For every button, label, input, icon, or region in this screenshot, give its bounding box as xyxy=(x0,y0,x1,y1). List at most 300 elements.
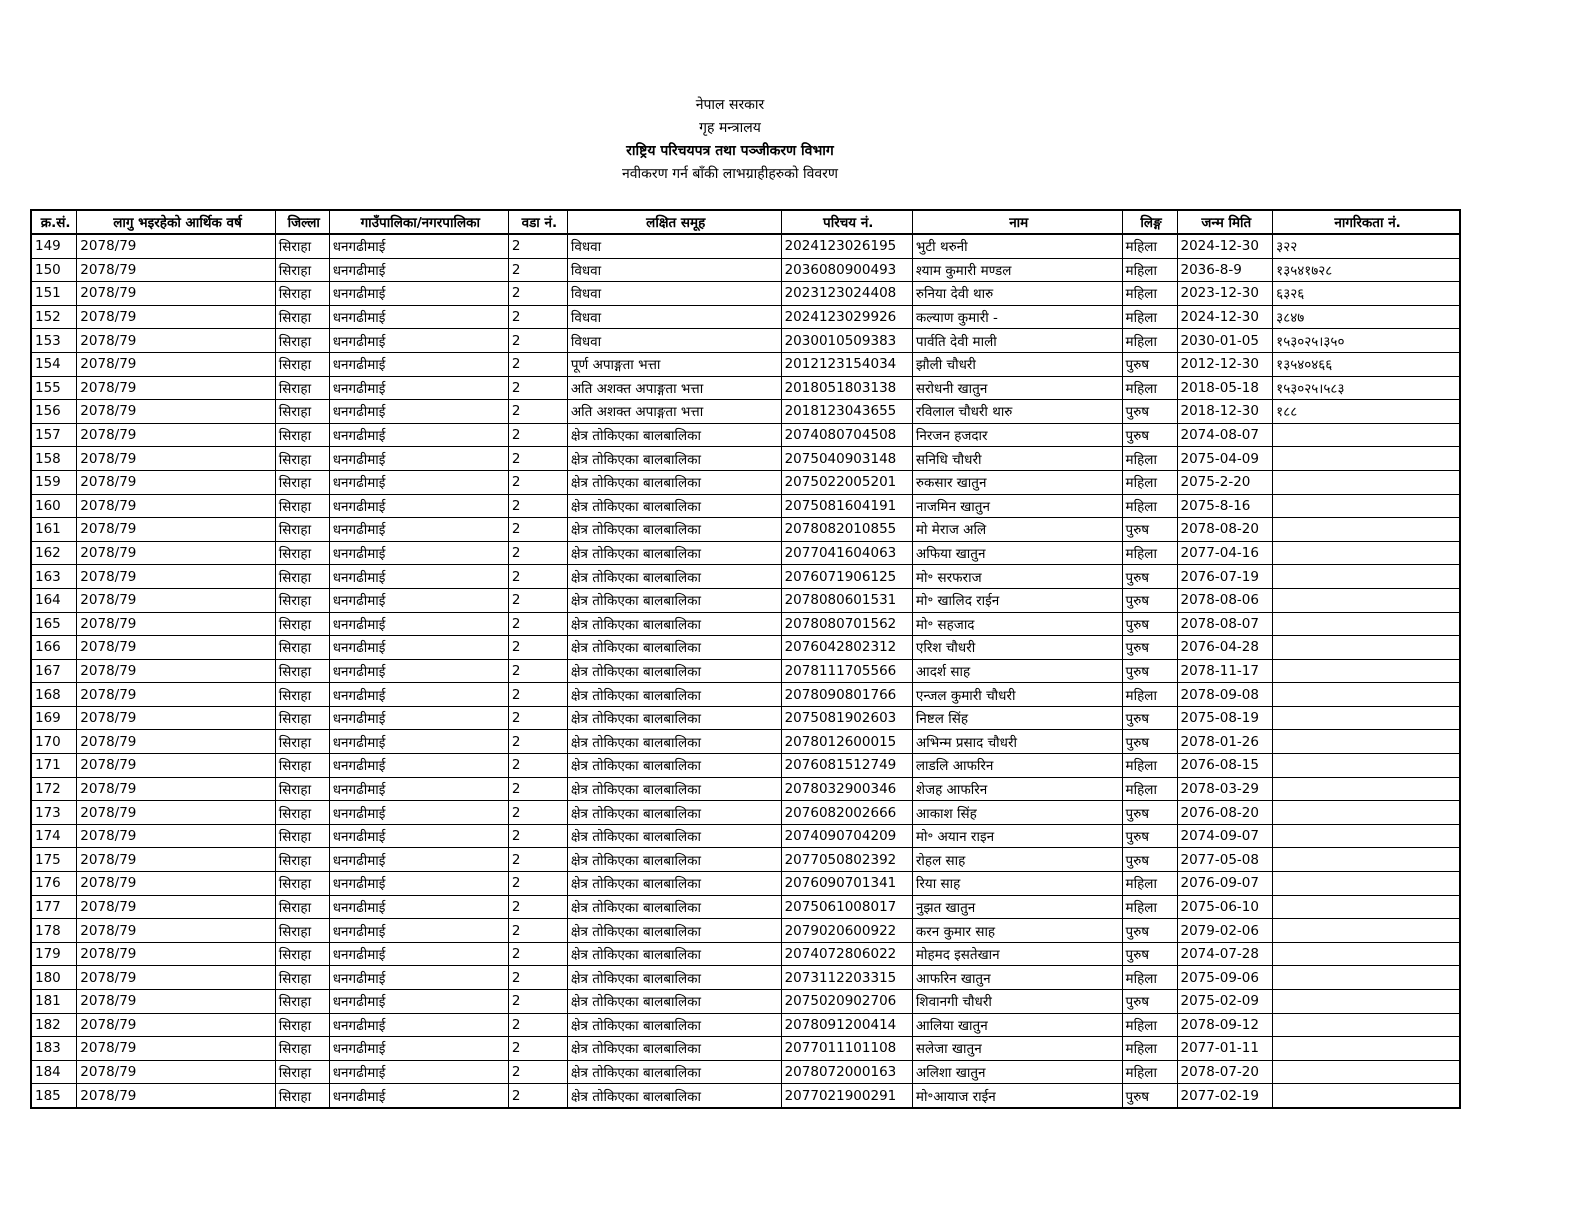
cell-birth-date: 2076-04-28 xyxy=(1177,636,1273,660)
cell-district: सिराहा xyxy=(275,352,329,376)
cell-serial-number: 166 xyxy=(31,636,77,660)
cell-name: सलेजा खातुन xyxy=(912,1037,1122,1061)
cell-ward-number: 2 xyxy=(508,966,567,990)
header-report-title: नवीकरण गर्न बाँकी लाभग्राहीहरुको विवरण xyxy=(622,166,838,182)
cell-birth-date: 2077-04-16 xyxy=(1177,541,1273,565)
cell-citizenship-number xyxy=(1273,541,1460,565)
cell-identity-number: 2036080900493 xyxy=(781,258,912,282)
cell-name: कल्याण कुमारी - xyxy=(912,305,1122,329)
cell-municipality: धनगढीमाई xyxy=(329,966,508,990)
cell-ward-number: 2 xyxy=(508,942,567,966)
cell-ward-number: 2 xyxy=(508,777,567,801)
cell-ward-number: 2 xyxy=(508,1037,567,1061)
cell-gender: पुरुष xyxy=(1122,942,1177,966)
cell-fiscal-year: 2078/79 xyxy=(77,872,275,896)
cell-citizenship-number: १३५४०४६६ xyxy=(1273,352,1460,376)
cell-fiscal-year: 2078/79 xyxy=(77,683,275,707)
cell-municipality: धनगढीमाई xyxy=(329,494,508,518)
cell-identity-number: 2077041604063 xyxy=(781,541,912,565)
cell-municipality: धनगढीमाई xyxy=(329,470,508,494)
table-row xyxy=(31,659,1460,683)
cell-target-group: क्षेत्र तोकिएका बालबालिका xyxy=(567,470,781,494)
table-row xyxy=(31,234,1460,258)
cell-municipality: धनगढीमाई xyxy=(329,754,508,778)
cell-birth-date: 2077-01-11 xyxy=(1177,1037,1273,1061)
cell-gender: पुरुष xyxy=(1122,706,1177,730)
cell-district: सिराहा xyxy=(275,234,329,258)
cell-serial-number: 182 xyxy=(31,1013,77,1037)
cell-municipality: धनगढीमाई xyxy=(329,423,508,447)
cell-fiscal-year: 2078/79 xyxy=(77,376,275,400)
cell-serial-number: 183 xyxy=(31,1037,77,1061)
cell-municipality: धनगढीमाई xyxy=(329,636,508,660)
cell-ward-number: 2 xyxy=(508,447,567,471)
cell-target-group: क्षेत्र तोकिएका बालबालिका xyxy=(567,966,781,990)
cell-district: सिराहा xyxy=(275,518,329,542)
cell-gender: महिला xyxy=(1122,895,1177,919)
cell-municipality: धनगढीमाई xyxy=(329,258,508,282)
cell-citizenship-number: ६३२६ xyxy=(1273,282,1460,306)
cell-fiscal-year: 2078/79 xyxy=(77,588,275,612)
cell-serial-number: 184 xyxy=(31,1060,77,1084)
cell-serial-number: 153 xyxy=(31,329,77,353)
table-row xyxy=(31,352,1460,376)
cell-identity-number: 2073112203315 xyxy=(781,966,912,990)
table-row xyxy=(31,706,1460,730)
cell-citizenship-number xyxy=(1273,942,1460,966)
cell-citizenship-number xyxy=(1273,966,1460,990)
cell-serial-number: 167 xyxy=(31,659,77,683)
cell-citizenship-number xyxy=(1273,565,1460,589)
cell-identity-number: 2075040903148 xyxy=(781,447,912,471)
table-row xyxy=(31,400,1460,424)
cell-ward-number: 2 xyxy=(508,588,567,612)
table-row xyxy=(31,636,1460,660)
cell-serial-number: 155 xyxy=(31,376,77,400)
cell-name: आलिया खातुन xyxy=(912,1013,1122,1037)
cell-target-group: क्षेत्र तोकिएका बालबालिका xyxy=(567,990,781,1014)
cell-municipality: धनगढीमाई xyxy=(329,872,508,896)
table-row xyxy=(31,683,1460,707)
table-row xyxy=(31,1013,1460,1037)
column-header-citizenship-number: नागरिकता नं. xyxy=(1273,210,1460,234)
cell-district: सिराहा xyxy=(275,447,329,471)
cell-fiscal-year: 2078/79 xyxy=(77,706,275,730)
cell-identity-number: 2077011101108 xyxy=(781,1037,912,1061)
cell-gender: महिला xyxy=(1122,258,1177,282)
cell-gender: महिला xyxy=(1122,470,1177,494)
cell-district: सिराहा xyxy=(275,588,329,612)
table-row xyxy=(31,990,1460,1014)
cell-gender: पुरुष xyxy=(1122,1084,1177,1108)
cell-birth-date: 2075-09-06 xyxy=(1177,966,1273,990)
cell-serial-number: 170 xyxy=(31,730,77,754)
cell-fiscal-year: 2078/79 xyxy=(77,541,275,565)
cell-name: पार्वति देवी माली xyxy=(912,329,1122,353)
cell-citizenship-number xyxy=(1273,801,1460,825)
cell-ward-number: 2 xyxy=(508,683,567,707)
cell-target-group: पूर्ण अपाङ्गता भत्ता xyxy=(567,352,781,376)
table-row xyxy=(31,376,1460,400)
cell-gender: पुरुष xyxy=(1122,400,1177,424)
cell-serial-number: 149 xyxy=(31,234,77,258)
cell-identity-number: 2075022005201 xyxy=(781,470,912,494)
cell-name: अभिन्म प्रसाद चौधरी xyxy=(912,730,1122,754)
cell-district: सिराहा xyxy=(275,895,329,919)
cell-ward-number: 2 xyxy=(508,919,567,943)
cell-municipality: धनगढीमाई xyxy=(329,1084,508,1108)
cell-name: नाजमिन खातुन xyxy=(912,494,1122,518)
cell-name: रिया साह xyxy=(912,872,1122,896)
cell-target-group: क्षेत्र तोकिएका बालबालिका xyxy=(567,612,781,636)
cell-birth-date: 2076-09-07 xyxy=(1177,872,1273,896)
cell-gender: पुरुष xyxy=(1122,824,1177,848)
table-row xyxy=(31,470,1460,494)
cell-birth-date: 2077-05-08 xyxy=(1177,848,1273,872)
cell-target-group: क्षेत्र तोकिएका बालबालिका xyxy=(567,1037,781,1061)
cell-identity-number: 2075020902706 xyxy=(781,990,912,1014)
cell-target-group: क्षेत्र तोकिएका बालबालिका xyxy=(567,1013,781,1037)
cell-fiscal-year: 2078/79 xyxy=(77,636,275,660)
cell-identity-number: 2078091200414 xyxy=(781,1013,912,1037)
cell-birth-date: 2075-04-09 xyxy=(1177,447,1273,471)
cell-gender: पुरुष xyxy=(1122,565,1177,589)
cell-identity-number: 2076090701341 xyxy=(781,872,912,896)
cell-citizenship-number: १५३०२५।५८३ xyxy=(1273,376,1460,400)
cell-municipality: धनगढीमाई xyxy=(329,990,508,1014)
cell-name: मोहमद इसतेखान xyxy=(912,942,1122,966)
cell-target-group: क्षेत्र तोकिएका बालबालिका xyxy=(567,754,781,778)
cell-gender: महिला xyxy=(1122,754,1177,778)
cell-birth-date: 2076-08-20 xyxy=(1177,801,1273,825)
cell-serial-number: 165 xyxy=(31,612,77,636)
cell-birth-date: 2076-07-19 xyxy=(1177,565,1273,589)
cell-district: सिराहा xyxy=(275,801,329,825)
cell-municipality: धनगढीमाई xyxy=(329,919,508,943)
cell-identity-number: 2078072000163 xyxy=(781,1060,912,1084)
cell-district: सिराहा xyxy=(275,730,329,754)
cell-target-group: क्षेत्र तोकिएका बालबालिका xyxy=(567,518,781,542)
cell-fiscal-year: 2078/79 xyxy=(77,234,275,258)
cell-ward-number: 2 xyxy=(508,541,567,565)
cell-fiscal-year: 2078/79 xyxy=(77,447,275,471)
cell-fiscal-year: 2078/79 xyxy=(77,352,275,376)
cell-fiscal-year: 2078/79 xyxy=(77,659,275,683)
cell-identity-number: 2078032900346 xyxy=(781,777,912,801)
cell-name: मो॰आयाज राईन xyxy=(912,1084,1122,1108)
cell-ward-number: 2 xyxy=(508,329,567,353)
cell-municipality: धनगढीमाई xyxy=(329,659,508,683)
cell-name: सरोधनी खातुन xyxy=(912,376,1122,400)
cell-citizenship-number xyxy=(1273,423,1460,447)
cell-fiscal-year: 2078/79 xyxy=(77,1037,275,1061)
cell-fiscal-year: 2078/79 xyxy=(77,777,275,801)
cell-district: सिराहा xyxy=(275,872,329,896)
cell-identity-number: 2012123154034 xyxy=(781,352,912,376)
cell-birth-date: 2024-12-30 xyxy=(1177,234,1273,258)
cell-target-group: अति अशक्त अपाङ्गता भत्ता xyxy=(567,376,781,400)
cell-serial-number: 160 xyxy=(31,494,77,518)
cell-birth-date: 2077-02-19 xyxy=(1177,1084,1273,1108)
table-row xyxy=(31,518,1460,542)
cell-name: रोहल साह xyxy=(912,848,1122,872)
cell-district: सिराहा xyxy=(275,1060,329,1084)
cell-identity-number: 2078111705566 xyxy=(781,659,912,683)
cell-name: मो मेराज अलि xyxy=(912,518,1122,542)
cell-district: सिराहा xyxy=(275,919,329,943)
cell-identity-number: 2075081902603 xyxy=(781,706,912,730)
cell-birth-date: 2018-12-30 xyxy=(1177,400,1273,424)
cell-serial-number: 157 xyxy=(31,423,77,447)
table-row xyxy=(31,1060,1460,1084)
cell-name: सनिधि चौधरी xyxy=(912,447,1122,471)
cell-identity-number: 2074072806022 xyxy=(781,942,912,966)
column-header-identity-number: परिचय नं. xyxy=(781,210,912,234)
table-row xyxy=(31,588,1460,612)
cell-district: सिराहा xyxy=(275,258,329,282)
cell-municipality: धनगढीमाई xyxy=(329,1060,508,1084)
cell-fiscal-year: 2078/79 xyxy=(77,754,275,778)
table-row xyxy=(31,541,1460,565)
column-header-district: जिल्ला xyxy=(275,210,329,234)
cell-target-group: क्षेत्र तोकिएका बालबालिका xyxy=(567,659,781,683)
cell-name: भुटी थरुनी xyxy=(912,234,1122,258)
table-row xyxy=(31,801,1460,825)
cell-birth-date: 2076-08-15 xyxy=(1177,754,1273,778)
cell-municipality: धनगढीमाई xyxy=(329,801,508,825)
cell-target-group: क्षेत्र तोकिएका बालबालिका xyxy=(567,730,781,754)
cell-name: रुकसार खातुन xyxy=(912,470,1122,494)
header-ministry: गृह मन्त्रालय xyxy=(699,120,761,136)
cell-identity-number: 2076071906125 xyxy=(781,565,912,589)
cell-ward-number: 2 xyxy=(508,518,567,542)
column-header-ward-number: वडा नं. xyxy=(508,210,567,234)
cell-identity-number: 2030010509383 xyxy=(781,329,912,353)
cell-name: रविलाल चाैधरी थारु xyxy=(912,400,1122,424)
cell-name: आफरिन खातुन xyxy=(912,966,1122,990)
cell-citizenship-number: ३२२ xyxy=(1273,234,1460,258)
cell-citizenship-number xyxy=(1273,1084,1460,1108)
cell-serial-number: 176 xyxy=(31,872,77,896)
cell-gender: पुरुष xyxy=(1122,588,1177,612)
cell-target-group: क्षेत्र तोकिएका बालबालिका xyxy=(567,494,781,518)
cell-municipality: धनगढीमाई xyxy=(329,305,508,329)
cell-municipality: धनगढीमाई xyxy=(329,1037,508,1061)
table-row xyxy=(31,447,1460,471)
table-row xyxy=(31,848,1460,872)
cell-citizenship-number xyxy=(1273,777,1460,801)
cell-district: सिराहा xyxy=(275,754,329,778)
cell-citizenship-number: १३५४१७२८ xyxy=(1273,258,1460,282)
table-row xyxy=(31,872,1460,896)
cell-identity-number: 2075061008017 xyxy=(781,895,912,919)
cell-gender: महिला xyxy=(1122,1037,1177,1061)
cell-serial-number: 181 xyxy=(31,990,77,1014)
cell-fiscal-year: 2078/79 xyxy=(77,848,275,872)
cell-gender: पुरुष xyxy=(1122,423,1177,447)
cell-identity-number: 2078082010855 xyxy=(781,518,912,542)
cell-gender: पुरुष xyxy=(1122,612,1177,636)
cell-ward-number: 2 xyxy=(508,824,567,848)
cell-target-group: क्षेत्र तोकिएका बालबालिका xyxy=(567,565,781,589)
cell-serial-number: 173 xyxy=(31,801,77,825)
cell-identity-number: 2074080704508 xyxy=(781,423,912,447)
cell-fiscal-year: 2078/79 xyxy=(77,518,275,542)
cell-gender: महिला xyxy=(1122,1060,1177,1084)
column-header-birth-date: जन्म मिति xyxy=(1177,210,1273,234)
column-header-serial-number: क्र.सं. xyxy=(31,210,77,234)
cell-district: सिराहा xyxy=(275,329,329,353)
cell-birth-date: 2075-02-09 xyxy=(1177,990,1273,1014)
cell-gender: पुरुष xyxy=(1122,518,1177,542)
cell-target-group: विधवा xyxy=(567,282,781,306)
table-row xyxy=(31,565,1460,589)
cell-district: सिराहा xyxy=(275,494,329,518)
cell-target-group: क्षेत्र तोकिएका बालबालिका xyxy=(567,1060,781,1084)
cell-municipality: धनगढीमाई xyxy=(329,895,508,919)
cell-serial-number: 152 xyxy=(31,305,77,329)
cell-district: सिराहा xyxy=(275,400,329,424)
cell-municipality: धनगढीमाई xyxy=(329,824,508,848)
cell-gender: महिला xyxy=(1122,777,1177,801)
cell-target-group: क्षेत्र तोकिएका बालबालिका xyxy=(567,447,781,471)
column-header-name: नाम xyxy=(912,210,1122,234)
cell-birth-date: 2078-08-07 xyxy=(1177,612,1273,636)
column-header-fiscal-year: लागु भइरहेको आर्थिक वर्ष xyxy=(77,210,275,234)
cell-birth-date: 2023-12-30 xyxy=(1177,282,1273,306)
cell-ward-number: 2 xyxy=(508,494,567,518)
cell-fiscal-year: 2078/79 xyxy=(77,1084,275,1108)
cell-gender: पुरुष xyxy=(1122,659,1177,683)
cell-identity-number: 2079020600922 xyxy=(781,919,912,943)
cell-municipality: धनगढीमाई xyxy=(329,565,508,589)
cell-district: सिराहा xyxy=(275,848,329,872)
table-row xyxy=(31,777,1460,801)
column-header-municipality: गाउँपालिका/नगरपालिका xyxy=(329,210,508,234)
cell-identity-number: 2078090801766 xyxy=(781,683,912,707)
cell-name: निरजन हजदार xyxy=(912,423,1122,447)
cell-target-group: क्षेत्र तोकिएका बालबालिका xyxy=(567,895,781,919)
cell-fiscal-year: 2078/79 xyxy=(77,1060,275,1084)
cell-name: एन्जल कुमारी चौधरी xyxy=(912,683,1122,707)
cell-district: सिराहा xyxy=(275,966,329,990)
cell-name: निष्टल सिंह xyxy=(912,706,1122,730)
cell-target-group: अति अशक्त अपाङ्गता भत्ता xyxy=(567,400,781,424)
cell-identity-number: 2078080601531 xyxy=(781,588,912,612)
table-row xyxy=(31,824,1460,848)
cell-target-group: विधवा xyxy=(567,305,781,329)
cell-municipality: धनगढीमाई xyxy=(329,352,508,376)
cell-target-group: क्षेत्र तोकिएका बालबालिका xyxy=(567,1084,781,1108)
cell-citizenship-number xyxy=(1273,895,1460,919)
cell-target-group: क्षेत्र तोकिएका बालबालिका xyxy=(567,683,781,707)
cell-name: झौली चौधरी xyxy=(912,352,1122,376)
table-row xyxy=(31,754,1460,778)
table-row xyxy=(31,423,1460,447)
cell-citizenship-number xyxy=(1273,1013,1460,1037)
cell-citizenship-number xyxy=(1273,1060,1460,1084)
cell-gender: महिला xyxy=(1122,1013,1177,1037)
table-row xyxy=(31,305,1460,329)
cell-district: सिराहा xyxy=(275,824,329,848)
cell-citizenship-number xyxy=(1273,659,1460,683)
cell-municipality: धनगढीमाई xyxy=(329,329,508,353)
cell-citizenship-number xyxy=(1273,824,1460,848)
cell-birth-date: 2078-01-26 xyxy=(1177,730,1273,754)
cell-serial-number: 175 xyxy=(31,848,77,872)
cell-ward-number: 2 xyxy=(508,872,567,896)
table-row xyxy=(31,730,1460,754)
cell-district: सिराहा xyxy=(275,683,329,707)
cell-serial-number: 158 xyxy=(31,447,77,471)
cell-district: सिराहा xyxy=(275,305,329,329)
table-row xyxy=(31,895,1460,919)
cell-serial-number: 159 xyxy=(31,470,77,494)
cell-district: सिराहा xyxy=(275,470,329,494)
cell-municipality: धनगढीमाई xyxy=(329,541,508,565)
cell-target-group: विधवा xyxy=(567,258,781,282)
table-row xyxy=(31,494,1460,518)
cell-identity-number: 2024123029926 xyxy=(781,305,912,329)
cell-birth-date: 2024-12-30 xyxy=(1177,305,1273,329)
cell-municipality: धनगढीमाई xyxy=(329,730,508,754)
cell-target-group: क्षेत्र तोकिएका बालबालिका xyxy=(567,706,781,730)
cell-birth-date: 2078-09-12 xyxy=(1177,1013,1273,1037)
cell-serial-number: 178 xyxy=(31,919,77,943)
cell-district: सिराहा xyxy=(275,777,329,801)
table-body xyxy=(31,234,1460,1108)
cell-name: मो॰ सहजाद xyxy=(912,612,1122,636)
cell-citizenship-number xyxy=(1273,848,1460,872)
cell-identity-number: 2076081512749 xyxy=(781,754,912,778)
cell-birth-date: 2012-12-30 xyxy=(1177,352,1273,376)
cell-ward-number: 2 xyxy=(508,636,567,660)
cell-gender: महिला xyxy=(1122,234,1177,258)
cell-serial-number: 180 xyxy=(31,966,77,990)
cell-serial-number: 185 xyxy=(31,1084,77,1108)
cell-serial-number: 179 xyxy=(31,942,77,966)
cell-gender: महिला xyxy=(1122,494,1177,518)
cell-gender: पुरुष xyxy=(1122,919,1177,943)
cell-ward-number: 2 xyxy=(508,1013,567,1037)
cell-name: करन कुमार साह xyxy=(912,919,1122,943)
cell-fiscal-year: 2078/79 xyxy=(77,966,275,990)
cell-fiscal-year: 2078/79 xyxy=(77,730,275,754)
cell-municipality: धनगढीमाई xyxy=(329,848,508,872)
cell-gender: महिला xyxy=(1122,541,1177,565)
cell-district: सिराहा xyxy=(275,282,329,306)
cell-fiscal-year: 2078/79 xyxy=(77,919,275,943)
cell-identity-number: 2024123026195 xyxy=(781,234,912,258)
cell-ward-number: 2 xyxy=(508,706,567,730)
cell-serial-number: 174 xyxy=(31,824,77,848)
cell-ward-number: 2 xyxy=(508,730,567,754)
cell-target-group: क्षेत्र तोकिएका बालबालिका xyxy=(567,636,781,660)
beneficiary-table xyxy=(30,209,1461,1109)
cell-district: सिराहा xyxy=(275,942,329,966)
column-header-target-group: लक्षित समूह xyxy=(567,210,781,234)
cell-serial-number: 163 xyxy=(31,565,77,589)
cell-ward-number: 2 xyxy=(508,305,567,329)
cell-gender: महिला xyxy=(1122,329,1177,353)
cell-citizenship-number xyxy=(1273,754,1460,778)
cell-ward-number: 2 xyxy=(508,801,567,825)
cell-citizenship-number xyxy=(1273,683,1460,707)
cell-gender: महिला xyxy=(1122,376,1177,400)
cell-serial-number: 162 xyxy=(31,541,77,565)
cell-serial-number: 150 xyxy=(31,258,77,282)
cell-municipality: धनगढीमाई xyxy=(329,706,508,730)
